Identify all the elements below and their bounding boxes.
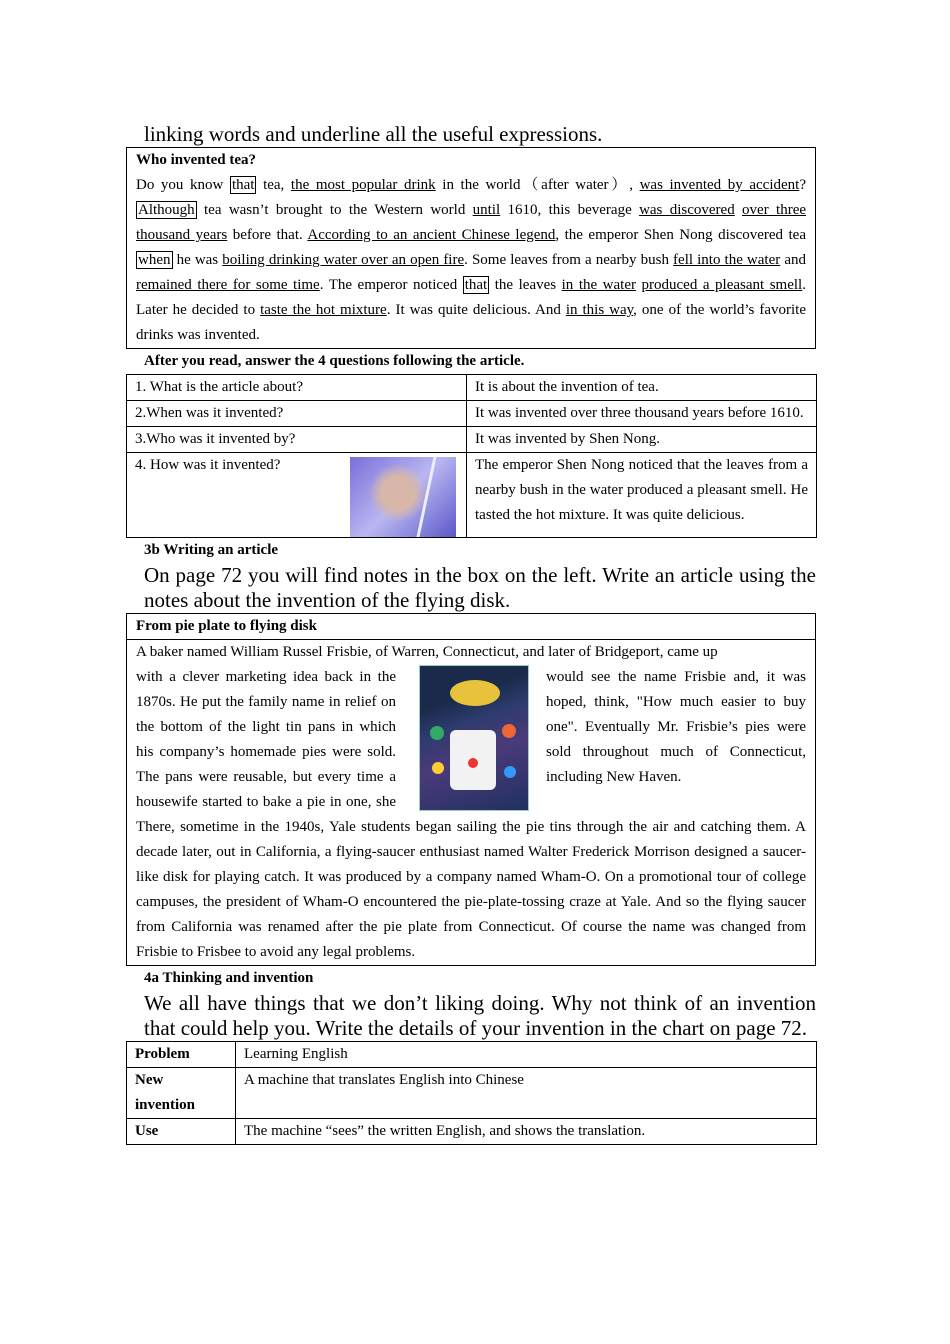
- question-cell: 2.When was it invented?: [127, 401, 467, 427]
- useful-expression: According to an ancient Chinese legend: [307, 227, 556, 243]
- answer-cell: It was invented by Shen Nong.: [467, 427, 817, 453]
- tea-article-title: Who invented tea?: [136, 152, 256, 168]
- question-cell: 1. What is the article about?: [127, 375, 467, 401]
- value-cell: A machine that translates English into Chinese: [236, 1068, 817, 1119]
- face-illustration: [350, 457, 456, 537]
- table-row: [127, 1042, 817, 1068]
- table-row: [127, 427, 817, 453]
- after-read-heading: After you read, answer the 4 questions following the article.: [144, 353, 525, 369]
- table-row: [127, 1119, 817, 1145]
- section-3b-instruction: On page 72 you will find notes in the box on the left. Write an article using the notes about the invention of the flying disk.: [144, 563, 816, 612]
- linking-word-box: that: [464, 277, 488, 293]
- tea-article-text: Do you know that tea, the most popular drink in the world（after water）, was invented by accident? Although tea wasn’t brought to the Western world until 1610, this beverage was discovered over three thousand years before that. According to an ancient Chinese legend, the emperor Shen Nong discovered tea when he was boiling drinking water over an open fire. Some leaves from a nearby bush fell into the water and remained there for some time. The emperor noticed that the leaves in the water produced a pleasant smell. Later he decided to taste the hot mixture. It was quite delicious. And in this way, one of the world’s favorite drinks was invented.: [136, 177, 807, 343]
- qa-table: [126, 374, 817, 538]
- useful-expression: boiling drinking water over an open fire: [222, 252, 465, 268]
- question-cell: 3.Who was it invented by?: [127, 427, 467, 453]
- frisbee-article-title: From pie plate to flying disk: [127, 614, 815, 640]
- value-cell: Learning English: [236, 1042, 817, 1068]
- frisbee-para2: There, sometime in the 1940s, Yale students began sailing the pie tins through the air and catching them. A decade later, out in California, a flying-saucer enthusiast named Walter Frederick Morrison designed a saucer-like disk for playing catch. It was produced by a company named Wham-O. On a promotional tour of college campuses, the president of Wham-O encountered the pie-plate-tossing craze at Yale. And so the flying saucer from California was renamed after the pie plate from Connecticut. Of course the name was changed from Frisbie to Frisbee to avoid any legal problems.: [136, 819, 806, 960]
- linking-word-box: that: [231, 177, 255, 193]
- useful-expression: was invented by accident: [639, 177, 800, 193]
- label-cell: New invention: [127, 1068, 236, 1119]
- useful-expression: taste the hot mixture: [260, 302, 387, 318]
- worksheet-page: [126, 122, 816, 1145]
- answer-cell: It is about the invention of tea.: [467, 375, 817, 401]
- table-row: [127, 1068, 817, 1119]
- invention-table: [126, 1041, 817, 1145]
- useful-expression: until: [472, 202, 501, 218]
- answer-cell: The emperor Shen Nong noticed that the leaves from a nearby bush in the water produced a pleasant smell. He tasted the hot mixture. It was quite delicious.: [467, 453, 817, 538]
- section-4a-instruction: We all have things that we don’t liking doing. Why not think of an invention that could help you. Write the details of your invention in the chart on page 72.: [144, 991, 816, 1040]
- useful-expression: the most popular drink: [290, 177, 436, 193]
- frisbee-poster-image: [419, 665, 529, 811]
- frisbee-article-box: [126, 613, 816, 966]
- useful-expression: in the water: [561, 277, 636, 293]
- question-text: 4. How was it invented?: [135, 457, 281, 473]
- question-cell: [127, 453, 467, 538]
- linking-word-box: Although: [138, 202, 195, 218]
- useful-expression: fell into the water: [673, 252, 781, 268]
- value-cell: The machine “sees” the written English, and shows the translation.: [236, 1119, 817, 1145]
- intro-line: linking words and underline all the useful expressions.: [144, 122, 603, 146]
- tea-article-box: [126, 147, 816, 349]
- frisbee-wrap-area: [127, 665, 815, 815]
- section-4a-heading: 4a Thinking and invention: [144, 970, 314, 986]
- table-row: [127, 453, 817, 538]
- section-3b-heading: 3b Writing an article: [144, 542, 279, 558]
- frisbee-wrap-text: with a clever marketing idea back in the 1870s. He put the family name in relief on the bottom of the light tin pans in which his company’s homemade pies were sold. The pans were reusable, but every time a housewife started to bake a pie in one, she would see the name Frisbie and, it was hoped, think, "How much easier to buy one". Eventually Mr. Frisbie’s pies were sold throughout much of Connecticut, including New Haven.: [136, 669, 806, 810]
- label-cell: Use: [127, 1119, 236, 1145]
- useful-expression: remained there for some time: [136, 277, 320, 293]
- table-row: [127, 401, 817, 427]
- useful-expression: produced a pleasant smell: [641, 277, 803, 293]
- label-cell: Problem: [127, 1042, 236, 1068]
- frisbee-line1: A baker named William Russel Frisbie, of Warren, Connecticut, and later of Bridgeport, came up: [136, 644, 718, 660]
- useful-expression: over three thousand years: [136, 202, 807, 243]
- useful-expression: was discovered: [639, 202, 735, 218]
- answer-cell: It was invented over three thousand years before 1610.: [467, 401, 817, 427]
- linking-word-box: when: [138, 252, 171, 268]
- useful-expression: in this way: [565, 302, 634, 318]
- table-row: [127, 375, 817, 401]
